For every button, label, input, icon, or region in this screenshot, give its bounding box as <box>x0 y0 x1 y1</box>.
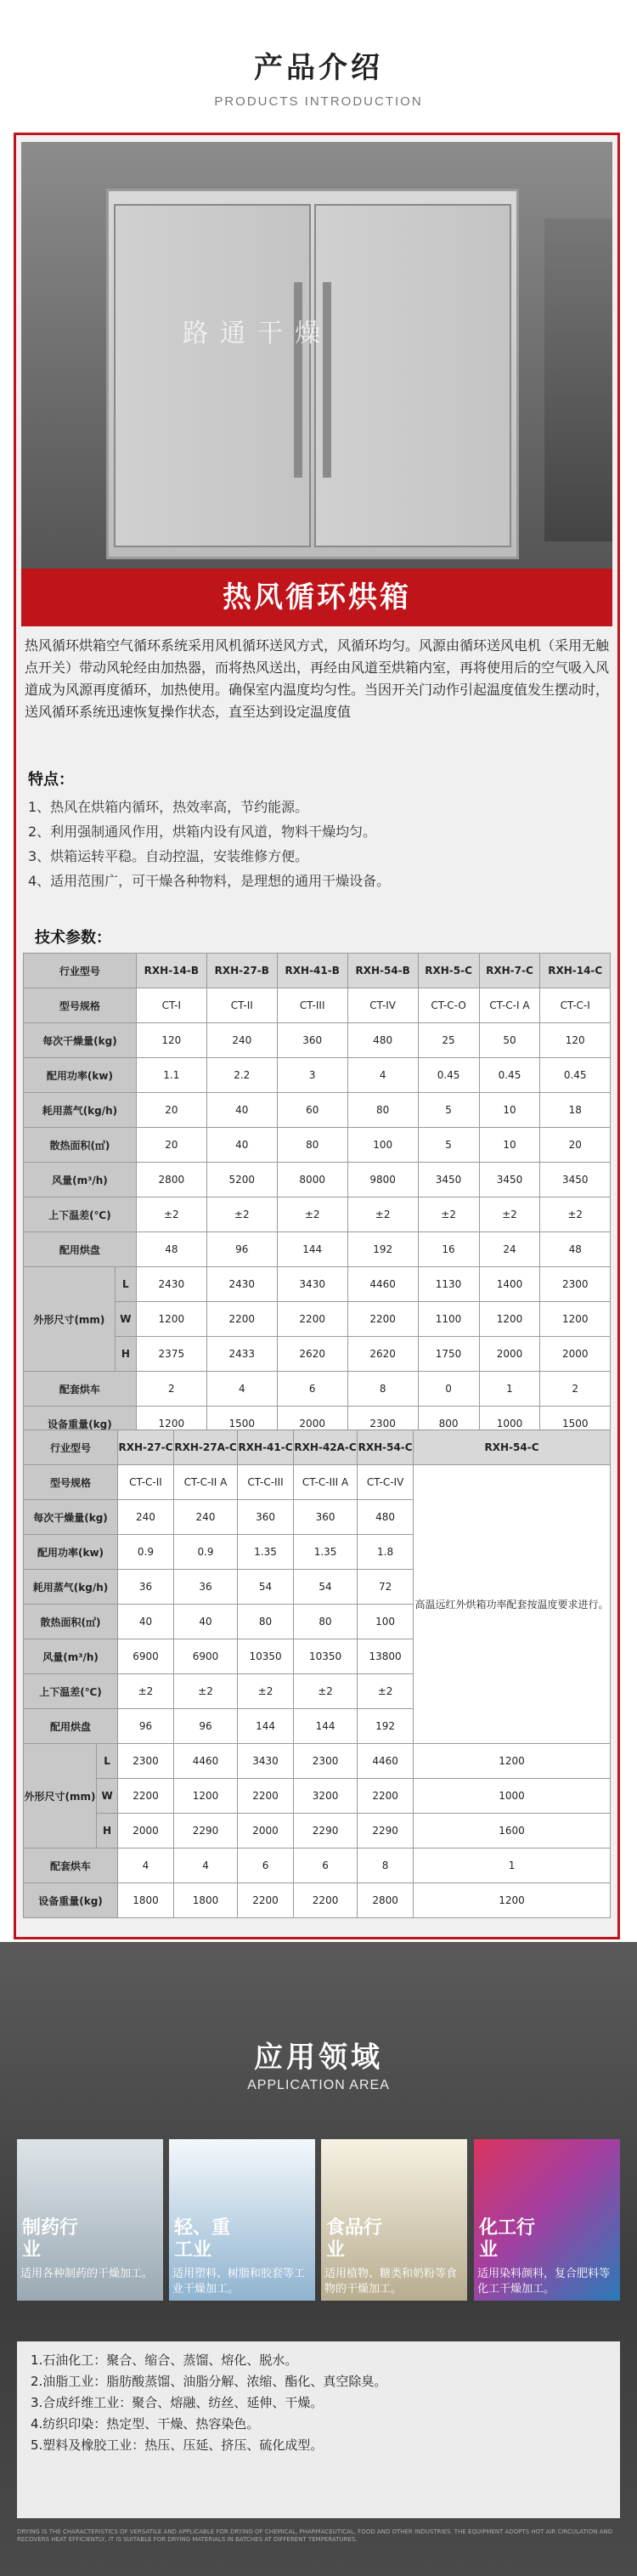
table-cell: 0.45 <box>418 1058 479 1093</box>
table-cell: 6 <box>277 1372 347 1407</box>
model-header: RXH-5-C <box>418 954 479 988</box>
table-cell: 10 <box>479 1128 540 1163</box>
table-cell: ±2 <box>238 1674 294 1709</box>
table-cell: 2000 <box>540 1337 611 1372</box>
table-cell: CT-II <box>206 988 277 1023</box>
table-cell: 2290 <box>173 1814 237 1848</box>
table-cell: 360 <box>277 1023 347 1058</box>
table-cell: 1400 <box>479 1267 540 1302</box>
table-cell: CT-C-I <box>540 988 611 1023</box>
table-cell: 40 <box>206 1128 277 1163</box>
row-label: 型号规格 <box>24 1465 118 1500</box>
table-cell: 4460 <box>173 1744 237 1779</box>
table-cell: 1200 <box>479 1302 540 1337</box>
table-cell: 192 <box>358 1709 414 1744</box>
table-cell: 96 <box>206 1232 277 1267</box>
spec-table-1 <box>23 953 611 1441</box>
card-pharma <box>17 2139 163 2301</box>
table-cell: 80 <box>238 1605 294 1639</box>
model-header: RXH-7-C <box>479 954 540 988</box>
table-cell: 24 <box>479 1232 540 1267</box>
table-cell: 2000 <box>118 1814 174 1848</box>
model-header: RXH-27A-C <box>173 1430 237 1465</box>
table-cell: 13800 <box>358 1639 414 1674</box>
product-name: 热风循环烘箱 <box>21 569 612 626</box>
table-cell: 240 <box>206 1023 277 1058</box>
table-cell: 144 <box>238 1709 294 1744</box>
table-cell: 9800 <box>347 1163 418 1197</box>
table-cell: CT-IV <box>347 988 418 1023</box>
table-cell: CT-C-II <box>118 1465 174 1500</box>
card-title: 轻、重工业 <box>174 2217 231 2261</box>
table-cell: 2620 <box>347 1337 418 1372</box>
table-row <box>24 1744 611 1779</box>
table-cell: 40 <box>173 1605 237 1639</box>
table-cell: 2300 <box>293 1744 357 1779</box>
table-cell: 0.9 <box>173 1535 237 1570</box>
table-cell: CT-C-III <box>238 1465 294 1500</box>
model-header: RXH-14-B <box>136 954 206 988</box>
table-cell: 1200 <box>540 1302 611 1337</box>
application-list <box>17 2341 620 2518</box>
table-cell: ±2 <box>277 1197 347 1232</box>
table-cell: 8000 <box>277 1163 347 1197</box>
card-desc: 适用染料颜料，复合肥料等化工干燥加工。 <box>477 2267 611 2296</box>
table-row <box>24 1128 611 1163</box>
card-desc: 适用植物、糖类和奶粉等食物的干燥加工。 <box>324 2267 458 2296</box>
dim-label: L <box>97 1744 118 1779</box>
table-cell: CT-I <box>136 988 206 1023</box>
table-cell: 100 <box>347 1128 418 1163</box>
table-cell: 100 <box>358 1605 414 1639</box>
table-row <box>24 988 611 1023</box>
features-heading: 特点： <box>28 771 74 789</box>
table-row <box>24 1465 611 1500</box>
product-description: 热风循环烘箱空气循环系统采用风机循环送风方式，风循环均匀。风源由循环送风电机（采用无触点开关）带动风轮经由加热器，而将热风送出，再经由风道至烘箱内室，再将使用后的空气吸入风道成为风源再度循环，加热使用。确保室内温度均匀性。当因开关门动作引起温度值发生摆动时，送风循环系统迅速恢复操作状态，直至达到设定温度值 <box>25 637 610 720</box>
table-cell: 4 <box>347 1058 418 1093</box>
card-title: 化工行业 <box>479 2217 536 2261</box>
background-machine <box>544 218 612 541</box>
table-cell: 54 <box>238 1570 294 1605</box>
table-cell: 2000 <box>238 1814 294 1848</box>
application-item: 1.石油化工：聚合、缩合、蒸馏、熔化、脱水。 <box>31 2352 298 2368</box>
table-row <box>24 1883 611 1918</box>
table-cell: 2200 <box>206 1302 277 1337</box>
table-cell: 2200 <box>293 1883 357 1918</box>
section-header <box>0 0 637 109</box>
table-cell: 2 <box>136 1372 206 1407</box>
table-cell: ±2 <box>479 1197 540 1232</box>
row-label: 配用功率(kw) <box>24 1535 118 1570</box>
table-cell: 6 <box>238 1848 294 1883</box>
table-cell: 80 <box>347 1093 418 1128</box>
table-cell: CT-C-II A <box>173 1465 237 1500</box>
row-label: 配用烘盘 <box>24 1232 137 1267</box>
table-cell: 4460 <box>347 1267 418 1302</box>
note-cell: 高温远红外烘箱功率配套按温度要求进行。 <box>414 1465 611 1744</box>
row-label: 配用功率(kw) <box>24 1058 137 1093</box>
dim-label: W <box>97 1779 118 1814</box>
table-row <box>24 1232 611 1267</box>
application-item: 5.塑料及橡胶工业：热压、压延、挤压、硫化成型。 <box>31 2437 324 2453</box>
section-subtitle: PRODUCTS INTRODUCTION <box>214 94 423 109</box>
table-cell: 2200 <box>358 1779 414 1814</box>
table-cell: 80 <box>277 1128 347 1163</box>
row-label: 散热面积(㎡) <box>24 1605 118 1639</box>
table-cell: 96 <box>118 1709 174 1744</box>
table-cell: 192 <box>347 1232 418 1267</box>
section-title: 产品介绍 <box>254 51 383 85</box>
table-cell: 8 <box>358 1848 414 1883</box>
application-item: 3.合成纤维工业：聚合、熔融、纺丝、延伸、干燥。 <box>31 2395 324 2410</box>
table-cell: 120 <box>136 1023 206 1058</box>
model-header: RXH-41-B <box>277 954 347 988</box>
table-cell: 360 <box>238 1500 294 1535</box>
table-cell: ±2 <box>540 1197 611 1232</box>
card-desc: 适用各种制药的干燥加工。 <box>20 2267 154 2280</box>
table-cell: 72 <box>358 1570 414 1605</box>
model-header: RXH-42A-C <box>293 1430 357 1465</box>
table-cell: ±2 <box>118 1674 174 1709</box>
table-cell: 2375 <box>136 1337 206 1372</box>
table-cell: 1800 <box>173 1883 237 1918</box>
table-cell: 6900 <box>173 1639 237 1674</box>
table-cell: 18 <box>540 1093 611 1128</box>
table-cell: 1750 <box>418 1337 479 1372</box>
table-cell: 6 <box>293 1848 357 1883</box>
table-cell: 2200 <box>238 1779 294 1814</box>
table-cell: 2200 <box>118 1779 174 1814</box>
spec-heading: 技术参数： <box>35 929 111 947</box>
table-cell: 40 <box>206 1093 277 1128</box>
right-door <box>314 204 511 547</box>
dim-label: W <box>115 1302 136 1337</box>
application-item: 2.油脂工业：脂肪酸蒸馏、油脂分解、浓缩、酯化、真空除臭。 <box>31 2374 387 2389</box>
table-cell: 1 <box>414 1848 611 1883</box>
table-cell: 80 <box>293 1605 357 1639</box>
table-cell: 36 <box>118 1570 174 1605</box>
table-cell: 3 <box>277 1058 347 1093</box>
table-cell: 3430 <box>277 1267 347 1302</box>
table-cell: 1600 <box>414 1814 611 1848</box>
table-cell: 1000 <box>414 1779 611 1814</box>
row-label: 耗用蒸气(kg/h) <box>24 1570 118 1605</box>
table-cell: 60 <box>277 1093 347 1128</box>
table-cell: 1500 <box>206 1407 277 1441</box>
table-cell: 2290 <box>358 1814 414 1848</box>
table-cell: 96 <box>173 1709 237 1744</box>
table-cell: 480 <box>358 1500 414 1535</box>
table-cell: 1000 <box>479 1407 540 1441</box>
table-cell: 3450 <box>418 1163 479 1197</box>
model-header: RXH-27-C <box>118 1430 174 1465</box>
row-label: 外形尺寸(mm) <box>24 1744 97 1848</box>
table-cell: 4 <box>118 1848 174 1883</box>
table-cell: CT-C-III A <box>293 1465 357 1500</box>
table-cell: 1200 <box>414 1883 611 1918</box>
table-cell: 2620 <box>277 1337 347 1372</box>
row-label: 设备重量(kg) <box>24 1407 137 1441</box>
table-cell: ±2 <box>347 1197 418 1232</box>
table-cell: 1200 <box>173 1779 237 1814</box>
row-label: 型号规格 <box>24 988 137 1023</box>
model-header: RXH-54-C <box>358 1430 414 1465</box>
table-cell: ±2 <box>173 1674 237 1709</box>
table-cell: 16 <box>418 1232 479 1267</box>
product-frame <box>14 133 620 1939</box>
table-cell: 4 <box>206 1372 277 1407</box>
table-cell: 2200 <box>277 1302 347 1337</box>
feature-item: 3、烘箱运转平稳。自动控温，安装维修方便。 <box>28 848 309 864</box>
table-cell: 2800 <box>136 1163 206 1197</box>
table-cell: 10 <box>479 1093 540 1128</box>
table-row <box>24 1267 611 1302</box>
row-label: 外形尺寸(mm) <box>24 1267 116 1372</box>
table-cell: 5 <box>418 1128 479 1163</box>
model-header: RXH-41-C <box>238 1430 294 1465</box>
table-cell: 1 <box>479 1372 540 1407</box>
table-cell: 10350 <box>293 1639 357 1674</box>
table-cell: CT-III <box>277 988 347 1023</box>
table-cell: CT-C-O <box>418 988 479 1023</box>
table-cell: 1.35 <box>238 1535 294 1570</box>
fine-print: DRYING IS THE CHARACTERISTICS OF VERSATILE AND APPLICABLE FOR DRYING OF CHEMICAL, PHARMACEUTICAL, FOOD AND OTHER INDUSTRIES. THE EQUIPMENT ADOPTS HOT AIR CIRCULATION AND RECOVERS HEAT EFFICIENTLY, IT IS SUITABLE FOR DRYING MATERIALS IN BATCHES AT DIFFERENT TEMPERATURES. <box>17 2528 613 2543</box>
table-cell: 1800 <box>118 1883 174 1918</box>
row-label: 配套烘车 <box>24 1372 137 1407</box>
table-cell: 8 <box>347 1372 418 1407</box>
dim-label: H <box>97 1814 118 1848</box>
table-row <box>24 1372 611 1407</box>
table-cell: 48 <box>540 1232 611 1267</box>
table-cell: 360 <box>293 1500 357 1535</box>
table-cell: 3450 <box>479 1163 540 1197</box>
row-label: 风量(m³/h) <box>24 1639 118 1674</box>
table-row <box>24 1197 611 1232</box>
table-cell: 4460 <box>358 1744 414 1779</box>
table-cell: 0.9 <box>118 1535 174 1570</box>
row-label: 上下温差(℃) <box>24 1674 118 1709</box>
table-cell: 20 <box>540 1128 611 1163</box>
table-cell: ±2 <box>358 1674 414 1709</box>
table-row <box>24 1058 611 1093</box>
table-cell: 5200 <box>206 1163 277 1197</box>
table-cell: 36 <box>173 1570 237 1605</box>
table-row <box>24 1848 611 1883</box>
card-title: 食品行业 <box>326 2217 383 2261</box>
table-cell: 20 <box>136 1093 206 1128</box>
card-desc: 适用塑料、树脂和胶套等工业干燥加工。 <box>172 2267 306 2296</box>
table-row <box>24 1023 611 1058</box>
feature-item: 1、热风在烘箱内循环，热效率高，节约能源。 <box>28 799 309 815</box>
table-cell: 2200 <box>347 1302 418 1337</box>
table-cell: ±2 <box>136 1197 206 1232</box>
application-cards <box>17 2139 620 2301</box>
table-cell: 2300 <box>540 1267 611 1302</box>
table-cell: 2300 <box>118 1744 174 1779</box>
table-cell: 120 <box>540 1023 611 1058</box>
application-item: 4.纺织印染：热定型、干燥、热容染色。 <box>31 2416 260 2432</box>
model-header: RXH-54-C <box>414 1430 611 1465</box>
table-cell: 2 <box>540 1372 611 1407</box>
table-cell: 800 <box>418 1407 479 1441</box>
model-header: RXH-54-B <box>347 954 418 988</box>
table-cell: CT-C-I A <box>479 988 540 1023</box>
table-cell: 2300 <box>347 1407 418 1441</box>
table-cell: 480 <box>347 1023 418 1058</box>
table-cell: 2433 <box>206 1337 277 1372</box>
table-cell: 2430 <box>206 1267 277 1302</box>
table-cell: 1200 <box>136 1407 206 1441</box>
table-cell: 1.35 <box>293 1535 357 1570</box>
table-cell: 2800 <box>358 1883 414 1918</box>
table-cell: 40 <box>118 1605 174 1639</box>
feature-item: 4、适用范围广，可干燥各种物料，是理想的通用干燥设备。 <box>28 873 391 889</box>
table-cell: ±2 <box>206 1197 277 1232</box>
table-cell: 48 <box>136 1232 206 1267</box>
table-cell: 3200 <box>293 1779 357 1814</box>
feature-item: 2、利用强制通风作用，烘箱内设有风道，物料干燥均匀。 <box>28 824 377 840</box>
row-label: 配用烘盘 <box>24 1709 118 1744</box>
table-cell: ±2 <box>418 1197 479 1232</box>
table-cell: 2200 <box>238 1883 294 1918</box>
model-header: RXH-27-B <box>206 954 277 988</box>
table-row <box>24 1163 611 1197</box>
card-food <box>321 2139 467 2301</box>
table-cell: 2290 <box>293 1814 357 1848</box>
application-section <box>0 1942 637 2576</box>
row-label: 耗用蒸气(kg/h) <box>24 1093 137 1128</box>
table-row <box>24 1814 611 1848</box>
table-cell: 3430 <box>238 1744 294 1779</box>
row-label: 每次干燥量(kg) <box>24 1023 137 1058</box>
table-cell: 144 <box>277 1232 347 1267</box>
table-cell: 1.1 <box>136 1058 206 1093</box>
dim-label: L <box>115 1267 136 1302</box>
row-label: 风量(m³/h) <box>24 1163 137 1197</box>
row-label: 每次干燥量(kg) <box>24 1500 118 1535</box>
table-row <box>24 1093 611 1128</box>
table-cell: 5 <box>418 1093 479 1128</box>
table-cell: 2.2 <box>206 1058 277 1093</box>
table-cell: 1100 <box>418 1302 479 1337</box>
card-industry <box>169 2139 315 2301</box>
card-chemical <box>474 2139 620 2301</box>
table-cell: CT-C-IV <box>358 1465 414 1500</box>
row-label: 配套烘车 <box>24 1848 118 1883</box>
table-cell: 50 <box>479 1023 540 1058</box>
spec-table-2 <box>23 1430 611 1918</box>
table-cell: 1.8 <box>358 1535 414 1570</box>
table-row <box>24 954 611 988</box>
row-label: 散热面积(㎡) <box>24 1128 137 1163</box>
table-cell: 1130 <box>418 1267 479 1302</box>
product-photo <box>21 142 612 571</box>
table-cell: 54 <box>293 1570 357 1605</box>
table-row <box>24 1430 611 1465</box>
row-label: 设备重量(kg) <box>24 1883 118 1918</box>
table-cell: 4 <box>173 1848 237 1883</box>
table-cell: 0.45 <box>540 1058 611 1093</box>
table-cell: 3450 <box>540 1163 611 1197</box>
table-cell: 144 <box>293 1709 357 1744</box>
table-cell: 6900 <box>118 1639 174 1674</box>
left-door <box>114 204 311 547</box>
table-cell: 1200 <box>136 1302 206 1337</box>
row-label: 上下温差(℃) <box>24 1197 137 1232</box>
application-subtitle: APPLICATION AREA <box>247 2078 390 2092</box>
table-cell: 2000 <box>277 1407 347 1441</box>
table-row <box>24 1779 611 1814</box>
row-label: 行业型号 <box>24 1430 118 1465</box>
application-title: 应用领域 <box>254 2041 383 2075</box>
table-cell: ±2 <box>293 1674 357 1709</box>
table-cell: 2430 <box>136 1267 206 1302</box>
model-header: RXH-14-C <box>540 954 611 988</box>
table-cell: 2000 <box>479 1337 540 1372</box>
table-cell: 25 <box>418 1023 479 1058</box>
table-cell: 240 <box>173 1500 237 1535</box>
features-list <box>28 795 606 893</box>
photo-watermark: 路通干燥 <box>183 319 332 348</box>
table-cell: 10350 <box>238 1639 294 1674</box>
table-cell: 240 <box>118 1500 174 1535</box>
row-label: 行业型号 <box>24 954 137 988</box>
table-cell: 1500 <box>540 1407 611 1441</box>
table-cell: 0 <box>418 1372 479 1407</box>
table-cell: 0.45 <box>479 1058 540 1093</box>
table-cell: 20 <box>136 1128 206 1163</box>
table-cell: 1200 <box>414 1744 611 1779</box>
oven-cabinet <box>106 189 519 559</box>
card-title: 制药行业 <box>22 2217 79 2261</box>
dim-label: H <box>115 1337 136 1372</box>
